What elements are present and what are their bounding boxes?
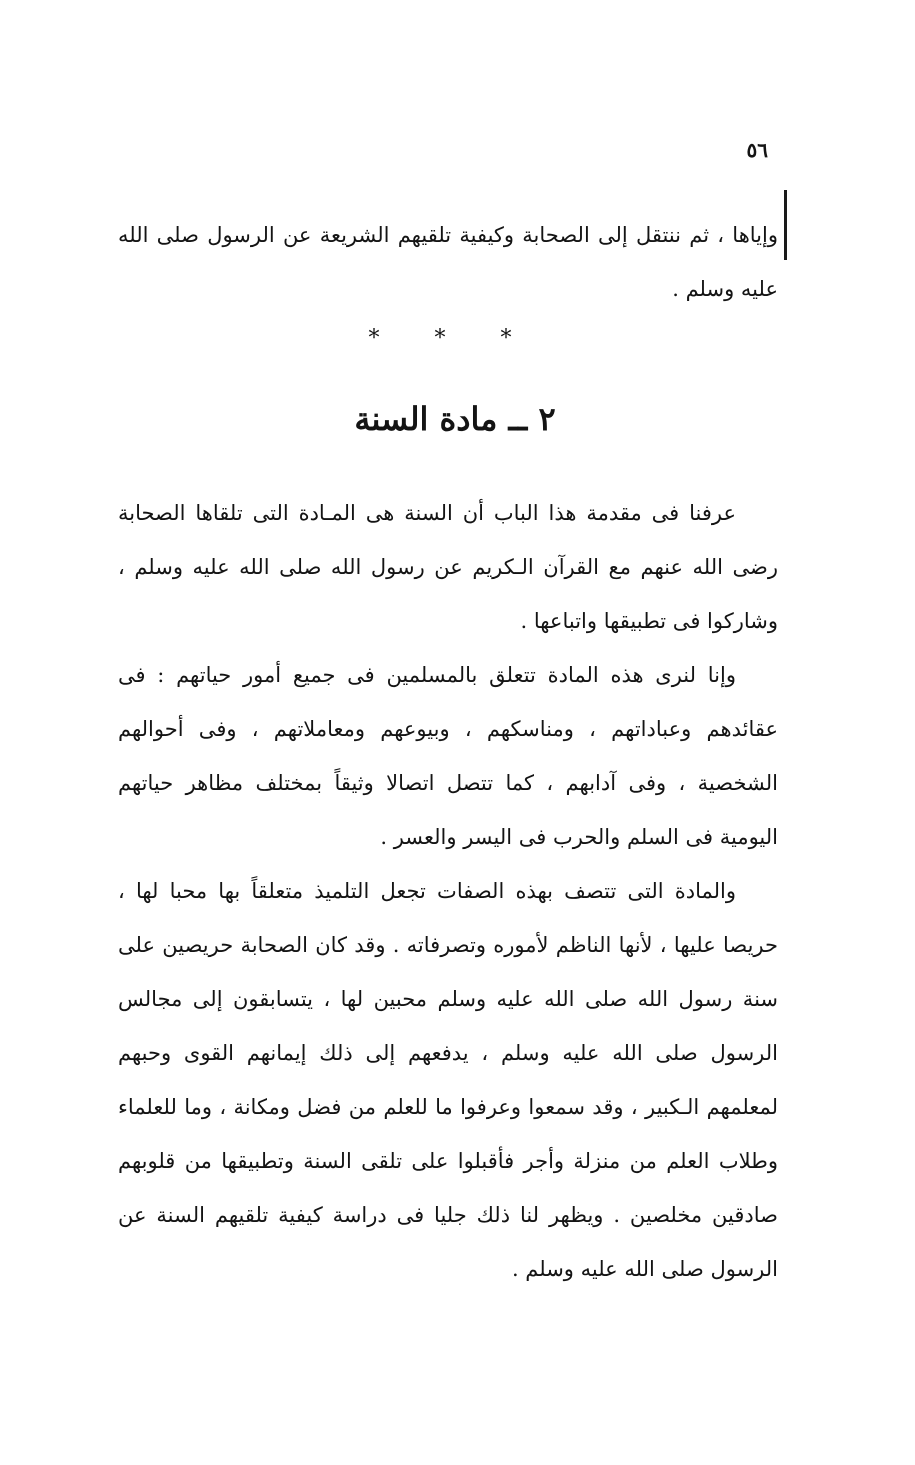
section-separator: * * * [368, 326, 536, 351]
section-heading: ٢ ــ مادة السنة [354, 400, 556, 438]
body-paragraph-1: عرفنا فى مقدمة هذا الباب أن السنة هى المـادة التى تلقاها الصحابة رضى الله عنهم مع القرآن الـكريم عن رسول الله صلى الله عليه وسلم ، وشاركوا فى تطبيقها واتباعها . [118, 501, 778, 633]
intro-paragraph: وإياها ، ثم ننتقل إلى الصحابة وكيفية تلقيهم الشريعة عن الرسول صلى الله عليه وسلم . [118, 223, 778, 301]
body-paragraph-2: وإنا لنرى هذه المادة تتعلق بالمسلمين فى جميع أمور حياتهم : فى عقائدهم وعباداتهم ، ومناسكهم ، وبيوعهم ومعاملاتهم ، وفى أحوالهم الشخصية ، وفى آدابهم ، كما تتصل اتصالا وثيقاً بمختلف مظاهر حياتهم اليومية فى السلم والحرب فى اليسر والعسر . [118, 663, 778, 849]
margin-rule [784, 190, 787, 260]
body-paragraph-3: والمادة التى تتصف بهذه الصفات تجعل التلميذ متعلقاً بها محبا لها ، حريصا عليها ، لأنها الناظم لأموره وتصرفاته . وقد كان الصحابة حريصين على سنة رسول الله صلى الله عليه وسلم محبين لها ، يتسابقون إلى مجالس الرسول صلى الله عليه وسلم ، يدفعهم إلى ذلك إيمانهم القوى وحبهم لمعلمهم الـكبير ، وقد سمعوا وعرفوا ما للعلم من فضل ومكانة ، وما للعلماء وطلاب العلم من منزلة وأجر فأقبلوا على تلقى السنة وتطبيقها من قلوبهم صادقين مخلصين . ويظهر لنا ذلك جليا فى دراسة كيفية تلقيهم السنة عن الرسول صلى الله عليه وسلم . [118, 879, 778, 1281]
page-number: ٥٦ [746, 138, 768, 162]
section-body [118, 486, 778, 1296]
intro-text-block [118, 208, 778, 316]
